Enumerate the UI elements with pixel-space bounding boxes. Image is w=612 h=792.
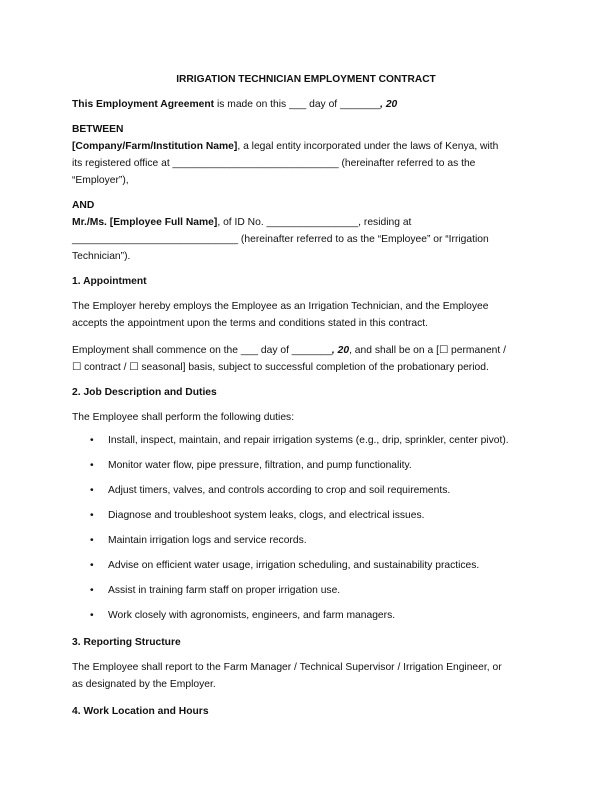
duties-list [72,432,552,632]
section4-heading: 4. Work Location and Hours [72,706,209,717]
and-label-text: AND [72,200,95,211]
list-item [72,432,552,457]
bullet-icon: • [90,610,94,621]
between-label [72,121,542,138]
section3-heading: 3. Reporting Structure [72,637,181,648]
employer-paragraph [72,138,542,189]
section1-para1-line2: accepts the appointment upon the terms and conditions stated in this contract. [72,318,429,329]
duty-text: Work closely with agronomists, engineers, and farm managers. [108,610,396,621]
duty-text: Maintain irrigation logs and service records. [108,535,307,546]
section1-para2-a: Employment shall commence on the ___ day of _______ [72,345,332,356]
duty-text: Diagnose and troubleshoot system leaks, clogs, and electrical issues. [108,510,425,521]
and-label [72,197,542,214]
duty-text: Advise on efficient water usage, irrigation scheduling, and sustainability practices. [108,560,480,571]
intro-year: , 20 [380,99,398,110]
company-name-placeholder: [Company/Farm/Institution Name] [72,141,238,152]
intro-paragraph [72,96,542,113]
section1-para2-line2: ☐ contract / ☐ seasonal] basis, subject to successful completion of the probationary period. [72,362,489,373]
duty-text: Assist in training farm staff on proper irrigation use. [108,585,341,596]
bullet-icon: • [90,560,94,571]
section3-line2: as designated by the Employer. [72,679,216,690]
employer-line1-rest: , a legal entity incorporated under the laws of Kenya, with [237,141,499,152]
bullet-icon: • [90,485,94,496]
employer-line2: its registered office at _____________________________ (hereinafter referred to as the [72,158,476,169]
intro-text: is made on this ___ day of _______ [214,99,381,110]
list-item [72,532,552,557]
list-item [72,582,552,607]
section1-para1 [72,298,542,332]
section1-para2-year: , 20 [331,345,350,356]
bullet-icon: • [90,510,94,521]
list-item [72,557,552,582]
between-label-text: BETWEEN [72,124,124,135]
duty-text: Monitor water flow, pipe pressure, filtration, and pump functionality. [108,460,412,471]
bullet-icon: • [90,460,94,471]
section1-heading: 1. Appointment [72,276,147,287]
section3-line1: The Employee shall report to the Farm Manager / Technical Supervisor / Irrigation Engineer, or [72,662,502,673]
intro-bold: This Employment Agreement [72,99,215,110]
section2-lead: The Employee shall perform the following duties: [72,412,295,423]
duty-text: Adjust timers, valves, and controls according to crop and soil requirements. [108,485,451,496]
section3-para [72,659,542,693]
list-item [72,607,552,632]
employer-line3: “Employer”), [72,175,129,186]
list-item [72,507,552,532]
bullet-icon: • [90,535,94,546]
employee-line3: Technician”). [72,251,131,262]
list-item [72,482,552,507]
bullet-icon: • [90,435,94,446]
employee-paragraph [72,214,542,265]
section1-para2-b: , and shall be on a [☐ permanent / [349,345,506,356]
employee-name-placeholder: Mr./Ms. [Employee Full Name] [72,217,218,228]
section2-heading: 2. Job Description and Duties [72,387,217,398]
employee-line1-rest: , of ID No. ________________, residing at [217,217,412,228]
section1-para2 [72,342,542,376]
section1-para1-line1: The Employer hereby employs the Employee as an Irrigation Technician, and the Employee [72,301,489,312]
contract-title: IRRIGATION TECHNICIAN EMPLOYMENT CONTRACT [176,74,436,85]
bullet-icon: • [90,585,94,596]
list-item [72,457,552,482]
employee-line2: _____________________________ (hereinafter referred to as the “Employee” or “Irrigation [72,234,489,245]
duty-text: Install, inspect, maintain, and repair irrigation systems (e.g., drip, sprinkler, center pivot). [108,435,509,446]
